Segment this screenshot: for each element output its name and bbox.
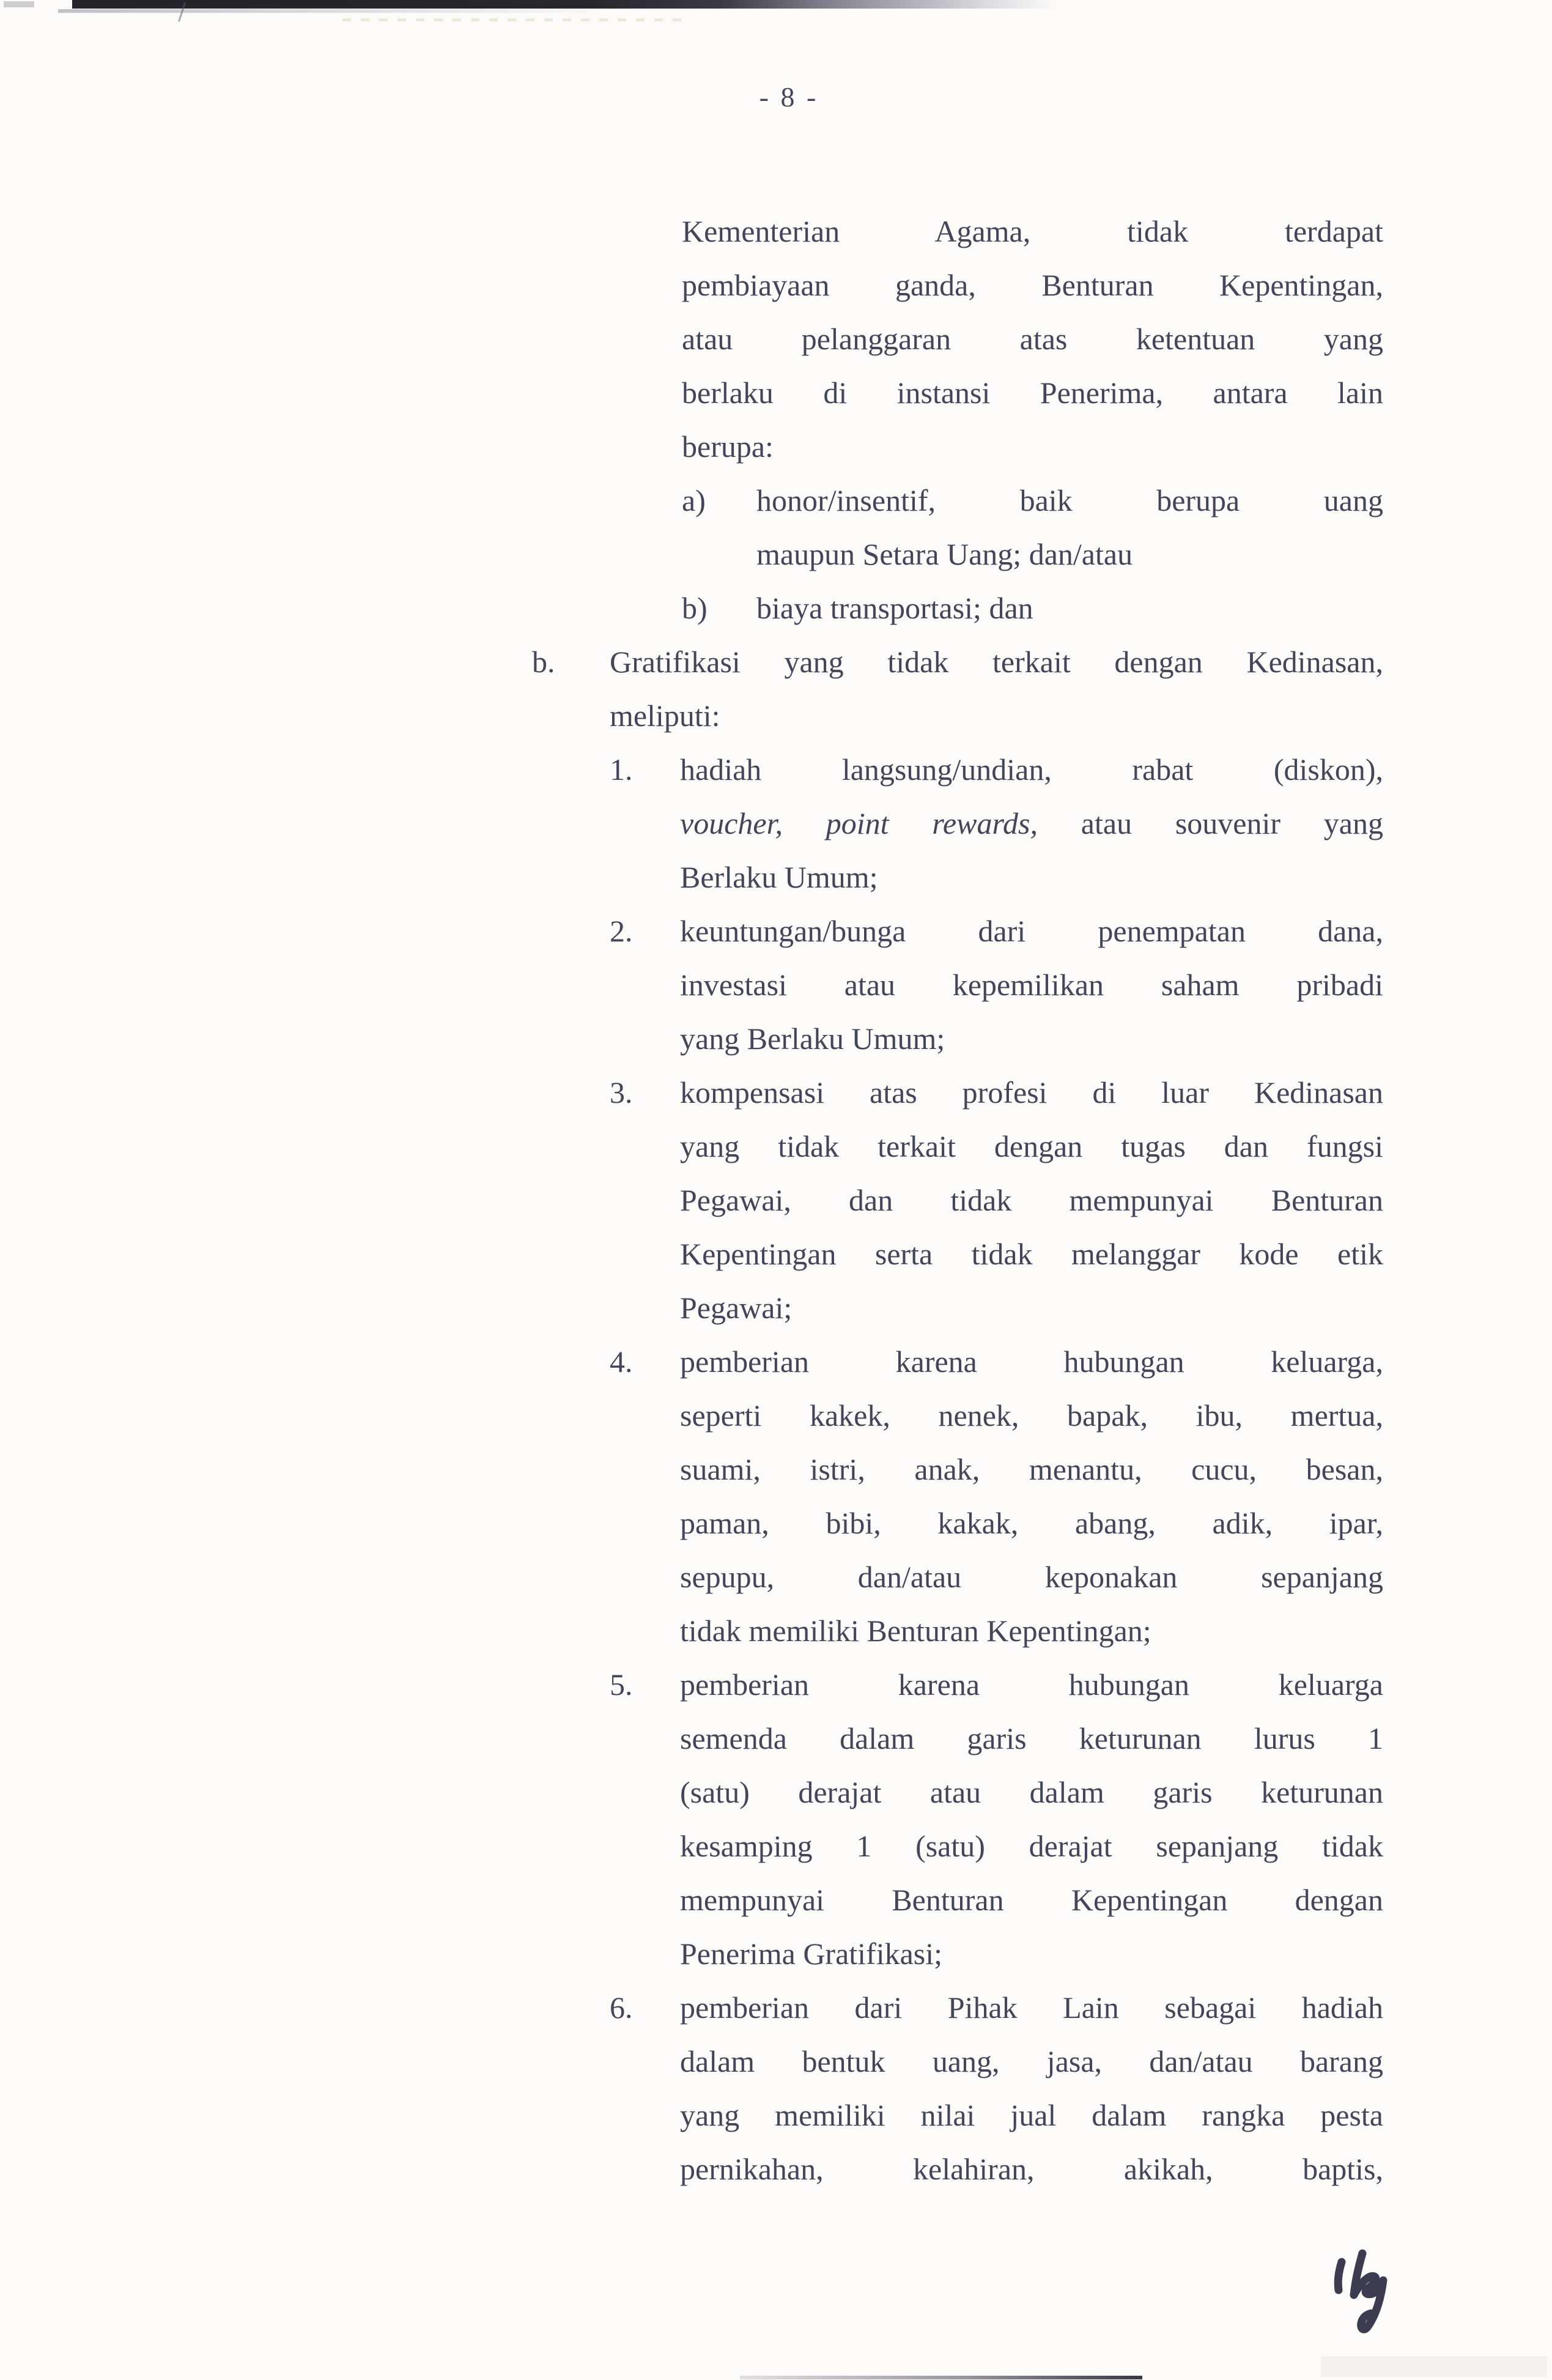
list-marker: 3. xyxy=(610,1075,633,1110)
scan-artifact-bottom xyxy=(740,2376,1142,2379)
numbered-item-2 xyxy=(610,904,1383,1066)
text-line: keuntungan/bunga dari penempatan dana, xyxy=(680,914,1383,948)
list-item-text xyxy=(680,1066,1383,1335)
numbered-item-4 xyxy=(610,1335,1383,1658)
text-line: paman, bibi, kakak, abang, adik, ipar, xyxy=(680,1506,1383,1540)
text-line: Kepentingan serta tidak melanggar kode etik xyxy=(680,1237,1383,1271)
scan-artifact-top-2 xyxy=(58,9,608,13)
text-line: yang tidak terkait dengan tugas dan fungsi xyxy=(680,1129,1383,1163)
text-line: Kementerian Agama, tidak terdapat xyxy=(682,214,1383,248)
list-marker: 4. xyxy=(610,1344,633,1379)
list-marker: a) xyxy=(682,483,706,517)
scan-artifact-bottom-blob xyxy=(1321,2356,1547,2377)
text-line: pemberian dari Pihak Lain sebagai hadiah xyxy=(680,1990,1383,2025)
numbered-item-3 xyxy=(610,1066,1383,1335)
text-line: meliputi: xyxy=(610,699,720,733)
numbered-item-6 xyxy=(610,1981,1383,2196)
list-item-text xyxy=(610,635,1383,2196)
text-line: tidak memiliki Benturan Kepentingan; xyxy=(680,1614,1151,1648)
text-line: mempunyai Benturan Kepentingan dengan xyxy=(680,1883,1383,1917)
text-line: dalam bentuk uang, jasa, dan/atau barang xyxy=(680,2044,1383,2078)
list-item-text xyxy=(680,1335,1383,1658)
regular-text: atau souvenir yang xyxy=(1038,806,1383,840)
text-line: yang Berlaku Umum; xyxy=(680,1021,945,1056)
italic-text: voucher, point rewards, xyxy=(680,806,1038,840)
text-line: Penerima Gratifikasi; xyxy=(680,1937,943,1971)
list-item-b xyxy=(532,635,1383,2196)
text-line: maupun Setara Uang; dan/atau xyxy=(756,537,1133,571)
list-item-text xyxy=(680,904,1383,1066)
list-marker: 5. xyxy=(610,1667,633,1702)
scan-artifact-top-specks xyxy=(342,18,691,21)
text-line: kompensasi atas profesi di luar Kedinasan xyxy=(680,1075,1383,1110)
list-item-text xyxy=(680,1658,1383,1981)
list-marker: b. xyxy=(532,645,555,679)
text-line: kesamping 1 (satu) derajat sepanjang tidak xyxy=(680,1829,1383,1863)
list-item-a xyxy=(682,473,1383,581)
text-line: Berlaku Umum; xyxy=(680,860,878,894)
text-line xyxy=(680,796,1383,850)
list-item-text xyxy=(756,581,1383,635)
text-line: suami, istri, anak, menantu, cucu, besan, xyxy=(680,1452,1383,1486)
numbered-item-1 xyxy=(610,743,1383,904)
text-line: Pegawai, dan tidak mempunyai Benturan xyxy=(680,1183,1383,1217)
scan-artifact-top xyxy=(72,0,1057,9)
text-line: Gratifikasi yang tidak terkait dengan Kedinasan, xyxy=(610,645,1383,679)
list-marker: b) xyxy=(682,591,708,625)
list-item-text xyxy=(680,743,1383,904)
numbered-item-5 xyxy=(610,1658,1383,1981)
text-line: (satu) derajat atau dalam garis keturunan xyxy=(680,1775,1383,1809)
paragraph xyxy=(682,204,1383,473)
text-line: honor/insentif, baik berupa uang xyxy=(756,483,1383,517)
scan-artifact-corner xyxy=(4,1,34,7)
text-line: berlaku di instansi Penerima, antara lain xyxy=(682,376,1383,410)
page-body xyxy=(532,204,1383,2196)
text-line: investasi atau kepemilikan saham pribadi xyxy=(680,968,1383,1002)
text-line: semenda dalam garis keturunan lurus 1 xyxy=(680,1721,1383,1755)
text-line: hadiah langsung/undian, rabat (diskon), xyxy=(680,752,1383,787)
text-line: Pegawai; xyxy=(680,1291,793,1325)
text-line: biaya transportasi; dan xyxy=(756,591,1033,625)
list-item-text xyxy=(756,473,1383,581)
text-line: sepupu, dan/atau keponakan sepanjang xyxy=(680,1560,1383,1594)
list-marker: 2. xyxy=(610,914,633,948)
text-line: atau pelanggaran atas ketentuan yang xyxy=(682,322,1383,356)
page-number: - 8 - xyxy=(759,81,819,113)
text-line: pernikahan, kelahiran, akikah, baptis, xyxy=(680,2152,1383,2186)
list-marker: 6. xyxy=(610,1990,633,2025)
text-line: yang memiliki nilai jual dalam rangka pesta xyxy=(680,2098,1383,2132)
signature-initials xyxy=(1328,2246,1402,2344)
text-line: pembiayaan ganda, Benturan Kepentingan, xyxy=(682,268,1383,302)
text-line: berupa: xyxy=(682,429,774,464)
list-item-text xyxy=(680,1981,1383,2196)
list-item-b-paren xyxy=(682,581,1383,635)
text-line: pemberian karena hubungan keluarga, xyxy=(680,1344,1383,1379)
list-marker: 1. xyxy=(610,752,633,787)
text-line: seperti kakek, nenek, bapak, ibu, mertua, xyxy=(680,1398,1383,1433)
text-line: pemberian karena hubungan keluarga xyxy=(680,1667,1383,1702)
